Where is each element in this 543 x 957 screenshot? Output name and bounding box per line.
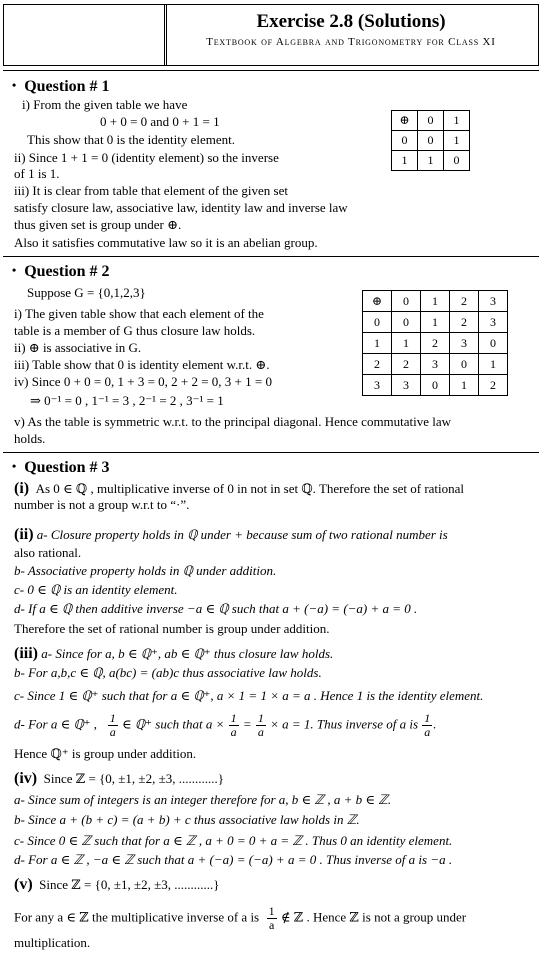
table-cell: 0 — [363, 312, 392, 333]
table-cell: 0 — [418, 131, 444, 151]
part-label: (v) — [14, 876, 33, 893]
part-label: (iii) — [14, 645, 38, 662]
table-cell: 2 — [479, 375, 508, 396]
q3-line: Hence ℚ⁺ is group under addition. — [14, 746, 197, 761]
table-cell: 0 — [479, 333, 508, 354]
table-cell: 1 — [392, 333, 421, 354]
table-cell: 1 — [479, 354, 508, 375]
q3-line: number is not a group w.r.t to “·”. — [14, 497, 190, 512]
table-cell: 0 — [421, 375, 450, 396]
question-1-heading: • Question # 1 — [12, 78, 110, 95]
q1-line: 0 + 0 = 0 and 0 + 1 = 1 — [100, 114, 220, 129]
q3-fraction-line: For any a ∈ ℤ the multiplicative inverse of a is $\frac{1}{a}$ ∉ ℤ . Hence ℤ is not a group under — [14, 904, 467, 932]
table-cell: 0 — [450, 354, 479, 375]
q3-line: multiplication. — [14, 935, 91, 950]
q3-line: b- Since a + (b + c) = (a + b) + c thus associative law holds in ℤ. — [14, 812, 360, 827]
q3-line: a- Since sum of integers is an integer therefore for a, b ∈ ℤ , a + b ∈ ℤ. — [14, 792, 392, 807]
q1-line: This show that 0 is the identity element. — [27, 132, 235, 147]
q2-line: ⇒ 0⁻¹ = 0 , 1⁻¹ = 3 , 2⁻¹ = 2 , 3⁻¹ = 1 — [30, 393, 224, 408]
q2-line: iii) Table show that 0 is identity element w.r.t. ⊕. — [14, 357, 270, 372]
q1-line: ii) Since 1 + 1 = 0 (identity element) so the inverse — [14, 150, 279, 165]
page-title: Exercise 2.8 (Solutions) — [256, 11, 446, 32]
table-cell: 3 — [392, 375, 421, 396]
table-cell: 2 — [450, 312, 479, 333]
q1-line: of 1 is 1. — [14, 166, 60, 181]
table-cell: 2 — [421, 333, 450, 354]
table-cell: 0 — [392, 291, 421, 312]
question-3-heading: • Question # 3 — [12, 459, 110, 476]
table-cell: 0 — [392, 131, 418, 151]
part-label: (i) — [14, 480, 30, 497]
q3-line: also rational. — [14, 545, 82, 560]
q3-part-iii: (iii) a- Since for a, b ∈ ℚ⁺, ab ∈ ℚ⁺ thus closure law holds. — [14, 645, 334, 662]
q1-line: iii) It is clear from table that element of the given set — [14, 183, 288, 198]
table-cell: 1 — [444, 131, 470, 151]
table-cell: 1 — [421, 291, 450, 312]
fraction-one-over-a: $\frac{1}{a}$ — [268, 904, 275, 932]
divider — [3, 452, 539, 453]
table-cell: 3 — [479, 312, 508, 333]
q2-line: table is a member of G thus closure law holds. — [14, 323, 256, 338]
page-header — [3, 4, 539, 66]
q2-line: ii) ⊕ is associative in G. — [14, 340, 142, 355]
table-cell: 1 — [392, 151, 418, 171]
table-cell: 2 — [450, 291, 479, 312]
table-cell: 3 — [363, 375, 392, 396]
q3-part-ii: (ii) a- Closure property holds in ℚ under + because sum of two rational number is — [14, 526, 448, 543]
q2-line: Suppose G = {0,1,2,3} — [27, 285, 146, 300]
part-label: (iv) — [14, 770, 38, 787]
q2-line: i) The given table show that each element of the — [14, 306, 264, 321]
table-cell: 0 — [392, 312, 421, 333]
q3-line: c- Since 1 ∈ ℚ⁺ such that for a ∈ ℚ⁺, a × 1 = 1 × a = a . Hence 1 is the identity element. — [14, 688, 484, 703]
table-cell: 3 — [450, 333, 479, 354]
part-label: (ii) — [14, 526, 34, 543]
table-cell: 0 — [418, 111, 444, 131]
header-logo-box — [4, 5, 167, 65]
fraction-one-over-a: $\frac{1}{a}$ — [230, 711, 237, 739]
table-cell: 3 — [421, 354, 450, 375]
question-2-heading: • Question # 2 — [12, 263, 110, 280]
fraction-one-over-a: $\frac{1}{a}$ — [257, 711, 264, 739]
fraction-one-over-a: $\frac{1}{a}$ — [424, 711, 431, 739]
table-cell: 1 — [444, 111, 470, 131]
q3-fraction-line: d- For a ∈ ℚ⁺ , $\frac{1}{a}$ ∈ ℚ⁺ such that a × $\frac{1}{a}$ = $\frac{1}{a}$ × a = 1. Thus inverse of a is $\frac{1}{a}$ . — [14, 711, 437, 739]
q1-line: i) From the given table we have — [22, 97, 188, 112]
q3-part-v: (v) Since ℤ = {0, ±1, ±2, ±3, ............} — [14, 876, 220, 893]
q3-line: b- For a,b,c ∈ ℚ, a(bc) = (ab)c thus associative law holds. — [14, 665, 322, 680]
table-cell: 2 — [392, 354, 421, 375]
table-cell: 1 — [363, 333, 392, 354]
page-subtitle: Textbook of Algebra and Trigonometry for Class XI — [206, 36, 496, 48]
table-cell: ⊕ — [392, 111, 418, 131]
q2-operation-table — [362, 290, 508, 396]
q3-part-iv: (iv) Since ℤ = {0, ±1, ±2, ±3, ............} — [14, 770, 224, 787]
q3-line: b- Associative property holds in ℚ under addition. — [14, 563, 277, 578]
fraction-one-over-a: $\frac{1}{a}$ — [109, 711, 116, 739]
q3-line: d- If a ∈ ℚ then additive inverse −a ∈ ℚ such that a + (−a) = (−a) + a = 0 . — [14, 601, 418, 616]
q3-line: c- Since 0 ∈ ℤ such that for a ∈ ℤ , a + 0 = 0 + a = ℤ . Thus 0 an identity element. — [14, 833, 453, 848]
table-cell: 1 — [421, 312, 450, 333]
q1-operation-table — [391, 110, 470, 171]
q3-line: c- 0 ∈ ℚ is an identity element. — [14, 582, 178, 597]
q1-line: Also it satisfies commutative law so it is an abelian group. — [14, 235, 318, 250]
divider — [3, 256, 539, 257]
table-cell: 1 — [418, 151, 444, 171]
table-cell: 3 — [479, 291, 508, 312]
q2-line: v) As the table is symmetric w.r.t. to the principal diagonal. Hence commutative law — [14, 414, 452, 429]
divider — [3, 70, 539, 71]
q3-part-i: (i) As 0 ∈ ℚ , multiplicative inverse of 0 in not in set ℚ. Therefore the set of rational — [14, 480, 465, 497]
q2-line: holds. — [14, 431, 46, 446]
q1-line: satisfy closure law, associative law, identity law and inverse law — [14, 200, 348, 215]
table-cell: 2 — [363, 354, 392, 375]
table-cell: ⊕ — [363, 291, 392, 312]
table-cell: 1 — [450, 375, 479, 396]
q3-line: Therefore the set of rational number is group under addition. — [14, 621, 330, 636]
q3-line: d- For a ∈ ℤ , −a ∈ ℤ such that a + (−a) = (−a) + a = 0 . Thus inverse of a is −a . — [14, 852, 453, 867]
q1-line: thus given set is group under ⊕. — [14, 217, 182, 232]
table-cell: 0 — [444, 151, 470, 171]
q2-line: iv) Since 0 + 0 = 0, 1 + 3 = 0, 2 + 2 = 0, 3 + 1 = 0 — [14, 374, 272, 389]
